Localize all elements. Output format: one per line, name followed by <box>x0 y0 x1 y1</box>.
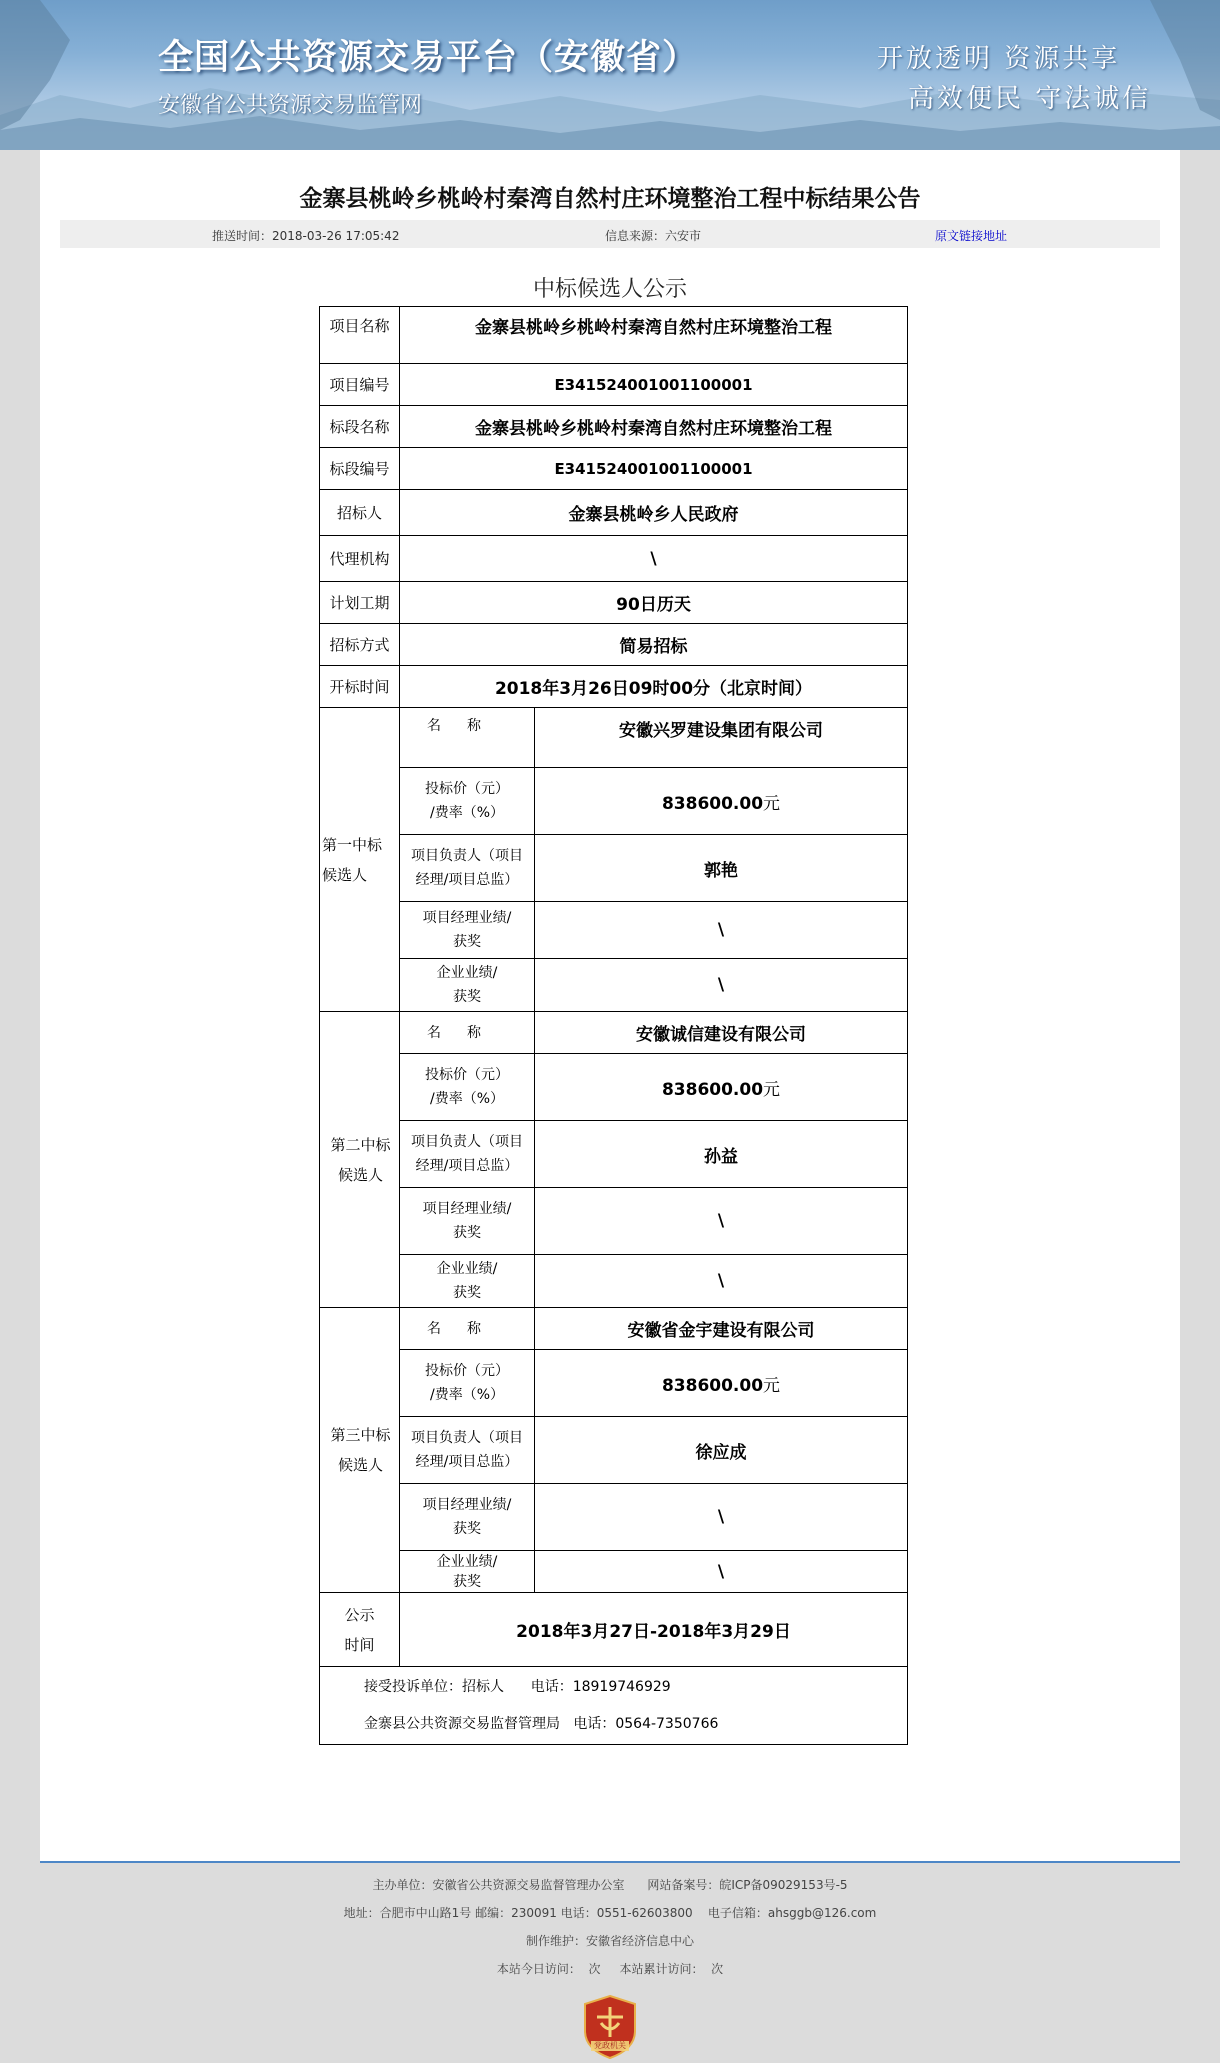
price-number: 838600.00 <box>661 793 764 814</box>
price-label-line: /费率（%） <box>429 805 505 821</box>
table-row <box>320 1188 908 1255</box>
manager-label-line: 经理/项目总监） <box>415 1158 519 1174</box>
table-row <box>320 835 908 902</box>
table-row <box>320 307 908 364</box>
candidate-price <box>535 1350 908 1417</box>
header-banner <box>0 0 1220 150</box>
candidate-manager: 孙益 <box>535 1121 908 1188</box>
candidate-company-performance: \ <box>535 1551 908 1593</box>
table-row <box>320 490 908 536</box>
price-label-line: 投标价（元） <box>425 1067 509 1083</box>
candidate-name: 安徽兴罗建设集团有限公司 <box>535 708 908 768</box>
table-row <box>320 1255 908 1308</box>
label-line: 企业业绩/ <box>436 965 498 981</box>
manager-label-line: 项目负责人（项目 <box>411 848 523 864</box>
name-label <box>400 1308 535 1350</box>
table-row <box>320 1667 908 1745</box>
price-number: 838600.00 <box>661 1375 764 1396</box>
badge-text: 党政机关 <box>594 2041 626 2050</box>
site-title: 全国公共资源交易平台（安徽省） <box>158 38 699 78</box>
complaint-info <box>320 1667 908 1745</box>
footer-line: 主办单位：安徽省公共资源交易监督管理办公室 网站备案号：皖ICP备09029153号-5 <box>372 1878 848 1892</box>
table-row <box>320 624 908 666</box>
manager-label <box>400 1121 535 1188</box>
company-performance-label <box>400 959 535 1012</box>
tenderer-value: 金寨县桃岭乡人民政府 <box>400 490 908 536</box>
price-unit: 元 <box>763 793 781 814</box>
info-source: 信息来源：六安市 <box>605 229 702 243</box>
company-performance-label <box>400 1255 535 1308</box>
publicity-label-line: 公示 <box>344 1605 375 1624</box>
manager-label-line: 项目负责人（项目 <box>411 1134 523 1150</box>
publicity-label <box>320 1593 400 1667</box>
table-row <box>320 666 908 708</box>
label-line: 获奖 <box>453 1573 481 1590</box>
candidate-company-performance: \ <box>535 1255 908 1308</box>
table-row <box>320 1054 908 1121</box>
manager-label-line: 经理/项目总监） <box>415 872 519 888</box>
publicity-value: 2018年3月27日-2018年3月29日 <box>400 1593 908 1667</box>
candidate-3-title <box>320 1308 400 1593</box>
candidate-2-title <box>320 1012 400 1308</box>
footer-line: 地址：合肥市中山路1号 邮编：230091 电话：0551-62603800 电子信箱：ahsggb@126.com <box>343 1906 877 1920</box>
table-row <box>320 536 908 582</box>
row-label: 计划工期 <box>320 582 400 624</box>
candidate-company-performance: \ <box>535 959 908 1012</box>
agency-value: \ <box>400 536 908 582</box>
label-line: 获奖 <box>453 989 481 1005</box>
row-label: 标段名称 <box>320 406 400 448</box>
section-title: 中标候选人公示 <box>532 277 687 302</box>
candidate-title-line: 第一中标 <box>322 835 383 854</box>
manager-performance-label <box>400 902 535 959</box>
table-row <box>320 1593 908 1667</box>
table-row <box>320 582 908 624</box>
price-label-line: 投标价（元） <box>425 781 509 797</box>
candidate-title-line: 第三中标 <box>330 1426 391 1444</box>
label-line: 获奖 <box>453 1285 481 1301</box>
table-row <box>320 1350 908 1417</box>
candidate-name: 安徽诚信建设有限公司 <box>535 1012 908 1054</box>
row-label: 开标时间 <box>320 666 400 708</box>
label-line: 获奖 <box>453 934 481 950</box>
complaint-line: 接受投诉单位：招标人 电话：18919746929 <box>364 1678 671 1695</box>
label-line: 企业业绩/ <box>436 1553 498 1570</box>
candidate-manager-performance: \ <box>535 902 908 959</box>
candidate-manager-performance: \ <box>535 1484 908 1551</box>
row-label: 招标方式 <box>320 624 400 666</box>
duration-value: 90日历天 <box>400 582 908 624</box>
price-label <box>400 1054 535 1121</box>
manager-performance-label <box>400 1188 535 1255</box>
table-row <box>320 1012 908 1054</box>
table-row <box>320 1417 908 1484</box>
label-line: 项目经理业绩/ <box>422 1201 512 1217</box>
project-code-value: E341524001001100001 <box>400 364 908 406</box>
price-label-line: /费率（%） <box>429 1091 505 1107</box>
price-number: 838600.00 <box>661 1079 764 1100</box>
price-unit: 元 <box>763 1375 781 1396</box>
manager-label-line: 经理/项目总监） <box>415 1454 519 1470</box>
row-label: 项目编号 <box>320 364 400 406</box>
candidate-price <box>535 1054 908 1121</box>
table-row <box>320 448 908 490</box>
price-label <box>400 768 535 835</box>
table-row <box>320 708 908 768</box>
manager-label <box>400 1417 535 1484</box>
complaint-line: 金寨县公共资源交易监督管理局 电话：0564-7350766 <box>364 1715 719 1732</box>
label-line: 获奖 <box>453 1225 481 1241</box>
push-time: 推送时间：2018-03-26 17:05:42 <box>212 229 400 243</box>
publicity-label-line: 时间 <box>344 1635 375 1654</box>
manager-label-line: 项目负责人（项目 <box>411 1430 523 1446</box>
candidate-title-line: 候选人 <box>337 1165 383 1184</box>
candidate-manager: 徐应成 <box>535 1417 908 1484</box>
row-label: 招标人 <box>320 490 400 536</box>
candidate-manager: 郭艳 <box>535 835 908 902</box>
table-row <box>320 902 908 959</box>
bid-candidates-table <box>319 306 908 1745</box>
name-label-text: 名称 <box>427 1320 507 1337</box>
table-row <box>320 768 908 835</box>
table-row <box>320 406 908 448</box>
table-row <box>320 959 908 1012</box>
notice-meta-bar <box>60 220 1160 248</box>
candidate-name: 安徽省金宇建设有限公司 <box>535 1308 908 1350</box>
row-label: 代理机构 <box>320 536 400 582</box>
candidate-title-line: 候选人 <box>337 1456 383 1474</box>
name-label <box>400 1012 535 1054</box>
tender-method-value: 简易招标 <box>400 624 908 666</box>
site-subtitle: 安徽省公共资源交易监管网 <box>158 93 423 118</box>
candidate-price <box>535 768 908 835</box>
label-line: 项目经理业绩/ <box>422 910 512 926</box>
label-line: 项目经理业绩/ <box>422 1497 512 1513</box>
site-footer <box>0 1863 1220 2063</box>
candidate-title-line: 第二中标 <box>330 1135 391 1154</box>
row-label: 标段编号 <box>320 448 400 490</box>
manager-label <box>400 835 535 902</box>
notice-title: 金寨县桃岭乡桃岭村秦湾自然村庄环境整治工程中标结果公告 <box>299 186 921 212</box>
opening-time-value: 2018年3月26日09时00分（北京时间） <box>400 666 908 708</box>
label-line: 企业业绩/ <box>436 1261 498 1277</box>
price-label-line: 投标价（元） <box>425 1363 509 1379</box>
slogan-line-1: 开放透明 资源共享 <box>877 44 1121 74</box>
footer-line: 本站今日访问： 次 本站累计访问： 次 <box>496 1962 724 1976</box>
name-label-text: 名称 <box>427 1024 507 1041</box>
candidate-manager-performance: \ <box>535 1188 908 1255</box>
company-performance-label <box>400 1551 535 1593</box>
project-name-value: 金寨县桃岭乡桃岭村秦湾自然村庄环境整治工程 <box>400 307 908 364</box>
name-label <box>400 708 535 768</box>
original-link[interactable]: 原文链接地址 <box>935 229 1008 243</box>
table-row <box>320 1308 908 1350</box>
manager-performance-label <box>400 1484 535 1551</box>
footer-line: 制作维护：安徽省经济信息中心 <box>525 1934 694 1948</box>
slogan-line-2: 高效便民 守法诚信 <box>908 84 1152 114</box>
section-name-value: 金寨县桃岭乡桃岭村秦湾自然村庄环境整治工程 <box>400 406 908 448</box>
price-label <box>400 1350 535 1417</box>
table-row <box>320 1121 908 1188</box>
row-label: 项目名称 <box>320 307 400 364</box>
price-unit: 元 <box>763 1079 781 1100</box>
government-badge-icon[interactable] <box>583 1995 637 2059</box>
table-row <box>320 1484 908 1551</box>
main-content <box>40 150 1180 1862</box>
price-label-line: /费率（%） <box>429 1387 505 1403</box>
candidate-title-line: 候选人 <box>322 865 368 884</box>
table-row <box>320 364 908 406</box>
table-row <box>320 1551 908 1593</box>
name-label-text: 名称 <box>427 718 507 734</box>
section-code-value: E341524001001100001 <box>400 448 908 490</box>
label-line: 获奖 <box>453 1521 481 1537</box>
candidate-1-title <box>320 708 400 1012</box>
